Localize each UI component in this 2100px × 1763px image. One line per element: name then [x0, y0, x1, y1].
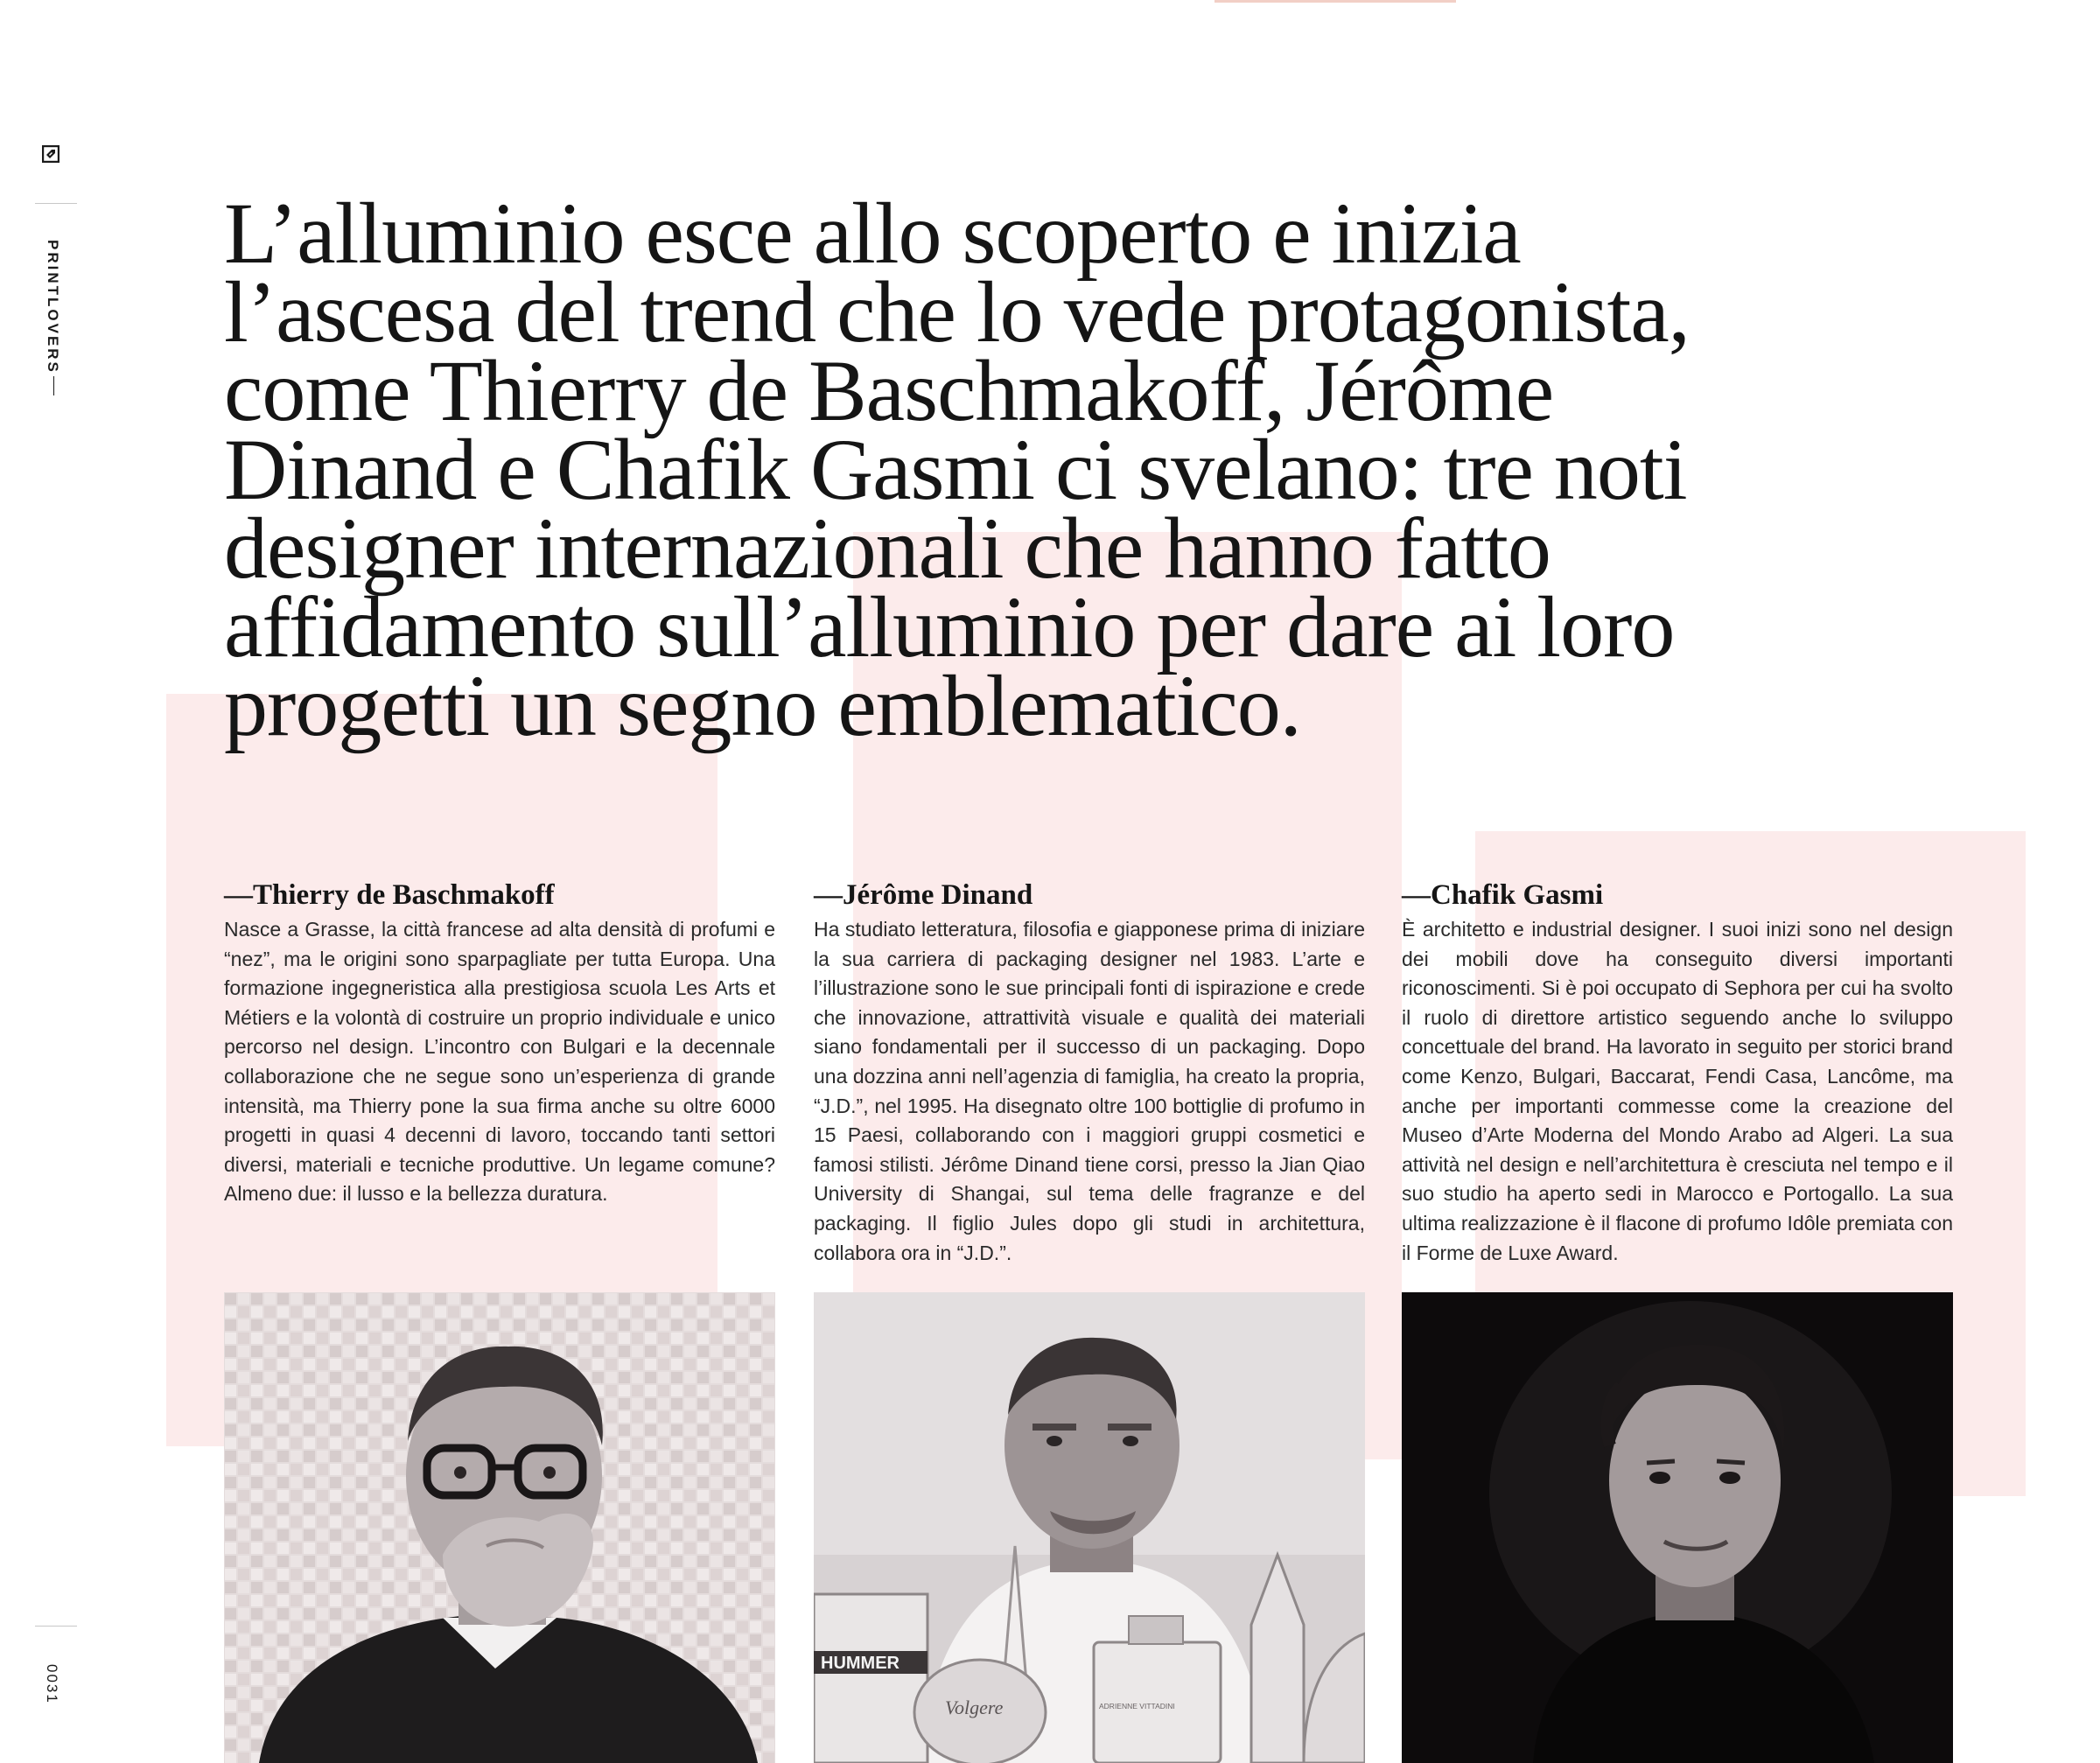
- page-number: 0031: [44, 1664, 60, 1704]
- headline-line: come Thierry de Baschmakoff, Jérôme: [224, 342, 1554, 439]
- bottle-label: Volgere: [945, 1697, 1004, 1718]
- photo-gasmi: [1402, 1292, 1953, 1763]
- photo-dinand: [814, 1292, 1365, 1763]
- headline-line: affidamento sull’alluminio per dare ai loro: [224, 578, 1675, 675]
- designer-bio: Nasce a Grasse, la città francese ad alta densità di profumi e “nez”, ma le origini sono sparpagliate per tutta Europa. Una formazione ingegneristica alla prestigiosa scuola Les Arts et Métiers e la volontà di costruire un proprio individuale e unico percorso nel design. L’incontro con Bulgari e la decennale collaborazione che ne segue sono un’esperienza di grande intensità, ma Thierry pone la sua firma anche su oltre 6000 progetti in quasi 4 decenni di lavoro, toccando tanti settori diversi, materiali e tecniche produttive. Un legame comune? Almeno due: il lusso e la bellezza duratura.: [224, 918, 775, 1206]
- sidebar-brand: PRINTLOVERS: [45, 240, 61, 374]
- designer-name: —Thierry de Baschmakoff: [224, 879, 555, 911]
- headline-line: Dinand e Chafik Gasmi ci svelano: tre noti: [224, 421, 1687, 518]
- headline-line: designer internazionali che hanno fatto: [224, 500, 1550, 597]
- designer-name: —Chafik Gasmi: [1402, 879, 1604, 911]
- top-accent-mark: [1214, 0, 1456, 3]
- designer-column-dinand: [814, 878, 1365, 1268]
- sidebar-divider-top: [35, 203, 77, 204]
- designer-name: —Jérôme Dinand: [814, 879, 1033, 911]
- designer-bio: Ha studiato letteratura, filosofia e giapponese prima di iniziare la sua carriera di packaging designer nel 1983. L’arte e l’illustrazione sono le sue principali fonti di ispirazione e crede che innovazione, attrattività visuale e qualità dei materiali siano fondamentali per il successo di un packaging. Dopo una dozzina anni nell’agenzia di famiglia, ha creato la propria, “J.D.”, nel 1995. Ha disegnato oltre 100 bottiglie di profumo in 15 Paesi, collaborando con i maggiori gruppi cosmetici e famosi stilisti. Jérôme Dinand tiene corsi, presso la Jian Qiao University di Shangai, sul tema delle fragranze e del packaging. Il figlio Jules dopo gli studi in architettura, collabora ora in “J.D.”.: [814, 918, 1365, 1264]
- sidebar-divider-bottom: [35, 1626, 77, 1627]
- headline-line: l’ascesa del trend che lo vede protagonista,: [224, 263, 1690, 360]
- photo-baschmakoff: [224, 1292, 775, 1763]
- printlovers-logo-icon: [42, 145, 60, 163]
- designer-bio: È architetto e industrial designer. I suoi inizi sono nel design dei mobili dove ha conseguito diversi importanti riconoscimenti. Si è poi occupato di Sephora per cui ha svolto il ruolo di direttore artistico seguendo anche lo sviluppo concettuale del brand. Ha lavorato in seguito per storici brand come Kenzo, Bulgari, Baccarat, Fendi Casa, Lancôme, ma anche per importanti commesse come la creazione del Museo d’Arte Moderna del Mondo Arabo ad Algeri. La sua attività nel design e nell’architettura è cresciuta nel tempo e il suo studio ha aperto sedi in Marocco e Portogallo. La sua ultima realizzazione è il flacone di profumo Idôle premiata con il Forme de Luxe Award.: [1402, 918, 1953, 1264]
- bottle-label: HUMMER: [821, 1654, 900, 1673]
- designer-column-gasmi: [1402, 878, 1953, 1268]
- headline-line: progetti un segno emblematico.: [224, 657, 1301, 754]
- headline: [224, 185, 1974, 754]
- bottle-label: ADRIENNE VITTADINI: [1099, 1702, 1175, 1711]
- sidebar-brand-bar: [53, 376, 54, 395]
- designer-column-baschmakoff: [224, 878, 775, 1209]
- headline-line: L’alluminio esce allo scoperto e inizia: [224, 185, 1521, 282]
